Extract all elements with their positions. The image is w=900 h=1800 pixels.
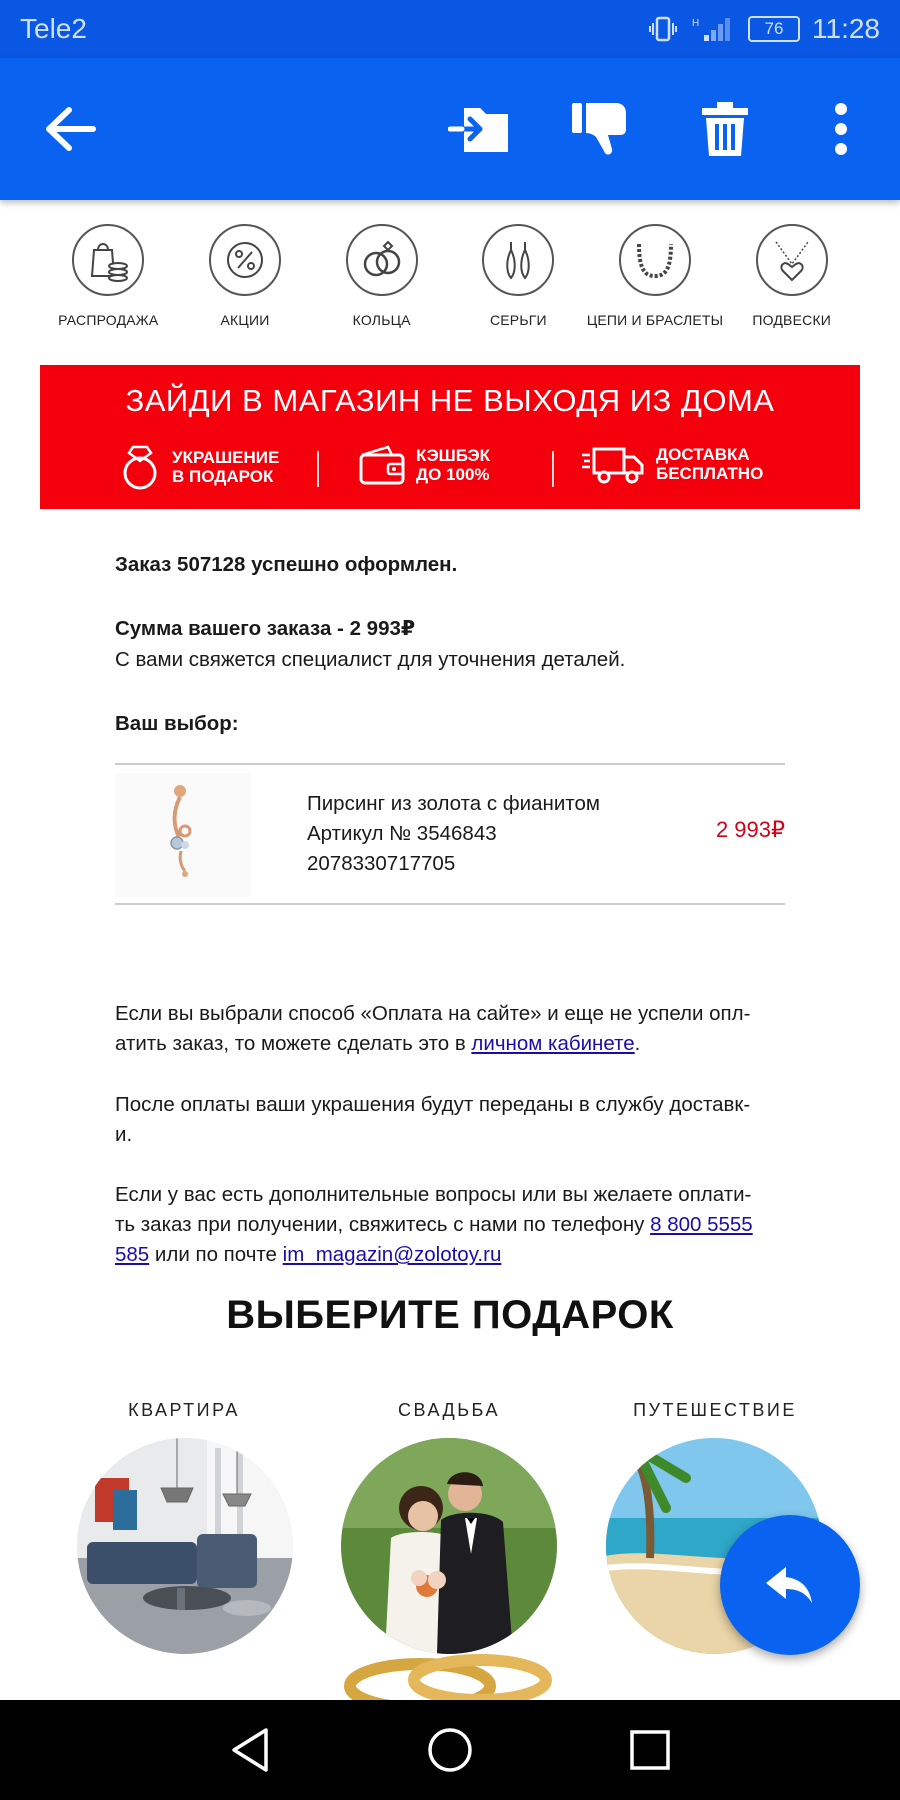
email-link[interactable]: im_magazin@zolotoy.ru [282,1243,502,1266]
text: Если у вас есть дополнительные вопросы или вы желаете оплати- [115,1183,752,1206]
category-label: ПОДВЕСКИ [752,312,832,328]
signal-icon [690,15,736,43]
text: или по почте [149,1243,283,1266]
piercing-image [115,773,251,897]
thumbs-down-icon [570,99,632,159]
email-body [0,200,900,1700]
banner-feature-delivery [580,443,763,485]
nav-home-button[interactable] [422,1722,478,1778]
earrings-icon [494,236,542,284]
sale-bag-icon [84,236,132,284]
reply-icon [764,1565,816,1605]
order-confirmation: Заказ 507128 успешно оформлен. [115,553,458,576]
arrow-left-icon [45,107,97,151]
banner-divider [552,451,554,487]
category-label: АКЦИИ [220,312,270,328]
app-toolbar [0,58,900,200]
gift-label-wedding: СВАДЬБА [398,1400,500,1420]
spam-button[interactable] [558,86,644,172]
gift-label-travel: ПУТЕШЕСТВИЕ [633,1400,797,1420]
rings-decoration [340,1646,560,1700]
phone-link-continued[interactable]: 585 [115,1243,150,1266]
category-chains[interactable] [587,224,724,328]
circle-home-icon [427,1727,473,1773]
banner-feature-line: ДО 100% [416,465,490,484]
text: и. [115,1123,133,1146]
nav-recents-button[interactable] [622,1722,678,1778]
reply-fab[interactable] [720,1515,860,1655]
battery-icon: 76 [748,16,800,42]
triangle-back-icon [228,1726,272,1774]
ring-gift-icon [118,443,162,491]
banner-divider [317,451,319,487]
product-image [115,773,251,897]
wedding-photo [341,1438,557,1654]
move-to-folder-icon [448,102,514,156]
banner-feature-line: БЕСПЛАТНО [656,464,764,483]
more-options-button[interactable] [798,86,884,172]
square-recents-icon [629,1729,671,1771]
banner-feature-line: В ПОДАРОК [172,467,274,486]
banner-feature-line: УКРАШЕНИЕ [172,448,280,467]
back-button[interactable] [28,86,114,172]
apartment-photo [77,1438,293,1654]
product-price: 2 993₽ [715,817,785,842]
category-label: КОЛЬЦА [352,312,411,328]
gift-section-title: ВЫБЕРИТЕ ПОДАРОК [226,1293,674,1337]
category-label: РАСПРОДАЖА [58,312,159,328]
gift-apartment-image[interactable] [77,1438,293,1654]
system-nav-bar [0,1700,900,1800]
delete-button[interactable] [682,86,768,172]
pendant-icon [768,236,816,284]
banner-headline: ЗАЙДИ В МАГАЗИН НЕ ВЫХОДЯ ИЗ ДОМА [125,383,775,418]
contact-paragraph [115,1180,805,1270]
order-item[interactable] [115,763,785,905]
gift-wedding-image[interactable] [341,1438,557,1654]
percent-icon [221,236,269,284]
nav-back-button[interactable] [222,1722,278,1778]
svg-text:H: H [692,18,700,29]
carrier-name: Tele2 [20,13,87,44]
wallet-icon [358,443,406,487]
payment-paragraph [115,999,805,1059]
text: ть заказ при получении, свяжитесь с нами по телефону [115,1213,651,1236]
banner-feature-line: ДОСТАВКА [656,445,750,464]
order-contact-note: С вами свяжется специалист для уточнения деталей. [115,648,626,671]
chain-icon [631,236,679,284]
category-earrings[interactable] [450,224,587,328]
banner-feature-gift [118,443,279,491]
product-info [307,789,600,879]
text: атить заказ, то можете сделать это в [115,1032,472,1055]
gold-rings-image [340,1646,560,1700]
text: Если вы выбрали способ «Оплата на сайте» и еще не успели опл- [115,1002,751,1025]
category-pendants[interactable] [723,224,860,328]
status-bar [0,0,900,58]
text: После оплаты ваши украшения будут переданы в службу доставк- [115,1093,751,1116]
gift-label-apartment: КВАРТИРА [128,1400,240,1420]
category-promotions[interactable] [177,224,314,328]
banner-feature-line: КЭШБЭК [416,446,491,465]
more-vertical-icon [833,102,849,156]
move-to-folder-button[interactable] [438,86,524,172]
vibrate-icon [648,15,678,43]
category-label: ЦЕПИ И БРАСЛЕТЫ [586,312,724,328]
category-sale[interactable] [40,224,177,328]
delivery-paragraph [115,1090,805,1150]
category-row [40,224,860,328]
trash-icon [700,100,750,158]
clock: 11:28 [812,13,880,44]
banner-feature-cashback [358,443,490,487]
phone-link[interactable]: 8 800 5555 [650,1213,753,1236]
account-link[interactable]: личном кабинете [471,1032,635,1055]
truck-icon [580,443,646,485]
order-choice-label: Ваш выбор: [115,712,239,735]
product-name: Пирсинг из золота с фианитом [307,792,600,815]
product-article: Артикул № 3546843 [307,822,497,845]
category-rings[interactable] [313,224,450,328]
order-sum: Сумма вашего заказа - 2 993₽ [115,617,416,640]
rings-icon [358,236,406,284]
promo-banner[interactable] [40,365,860,509]
category-label: СЕРЬГИ [489,312,547,328]
product-code: 2078330717705 [307,852,456,875]
text: . [634,1032,641,1055]
